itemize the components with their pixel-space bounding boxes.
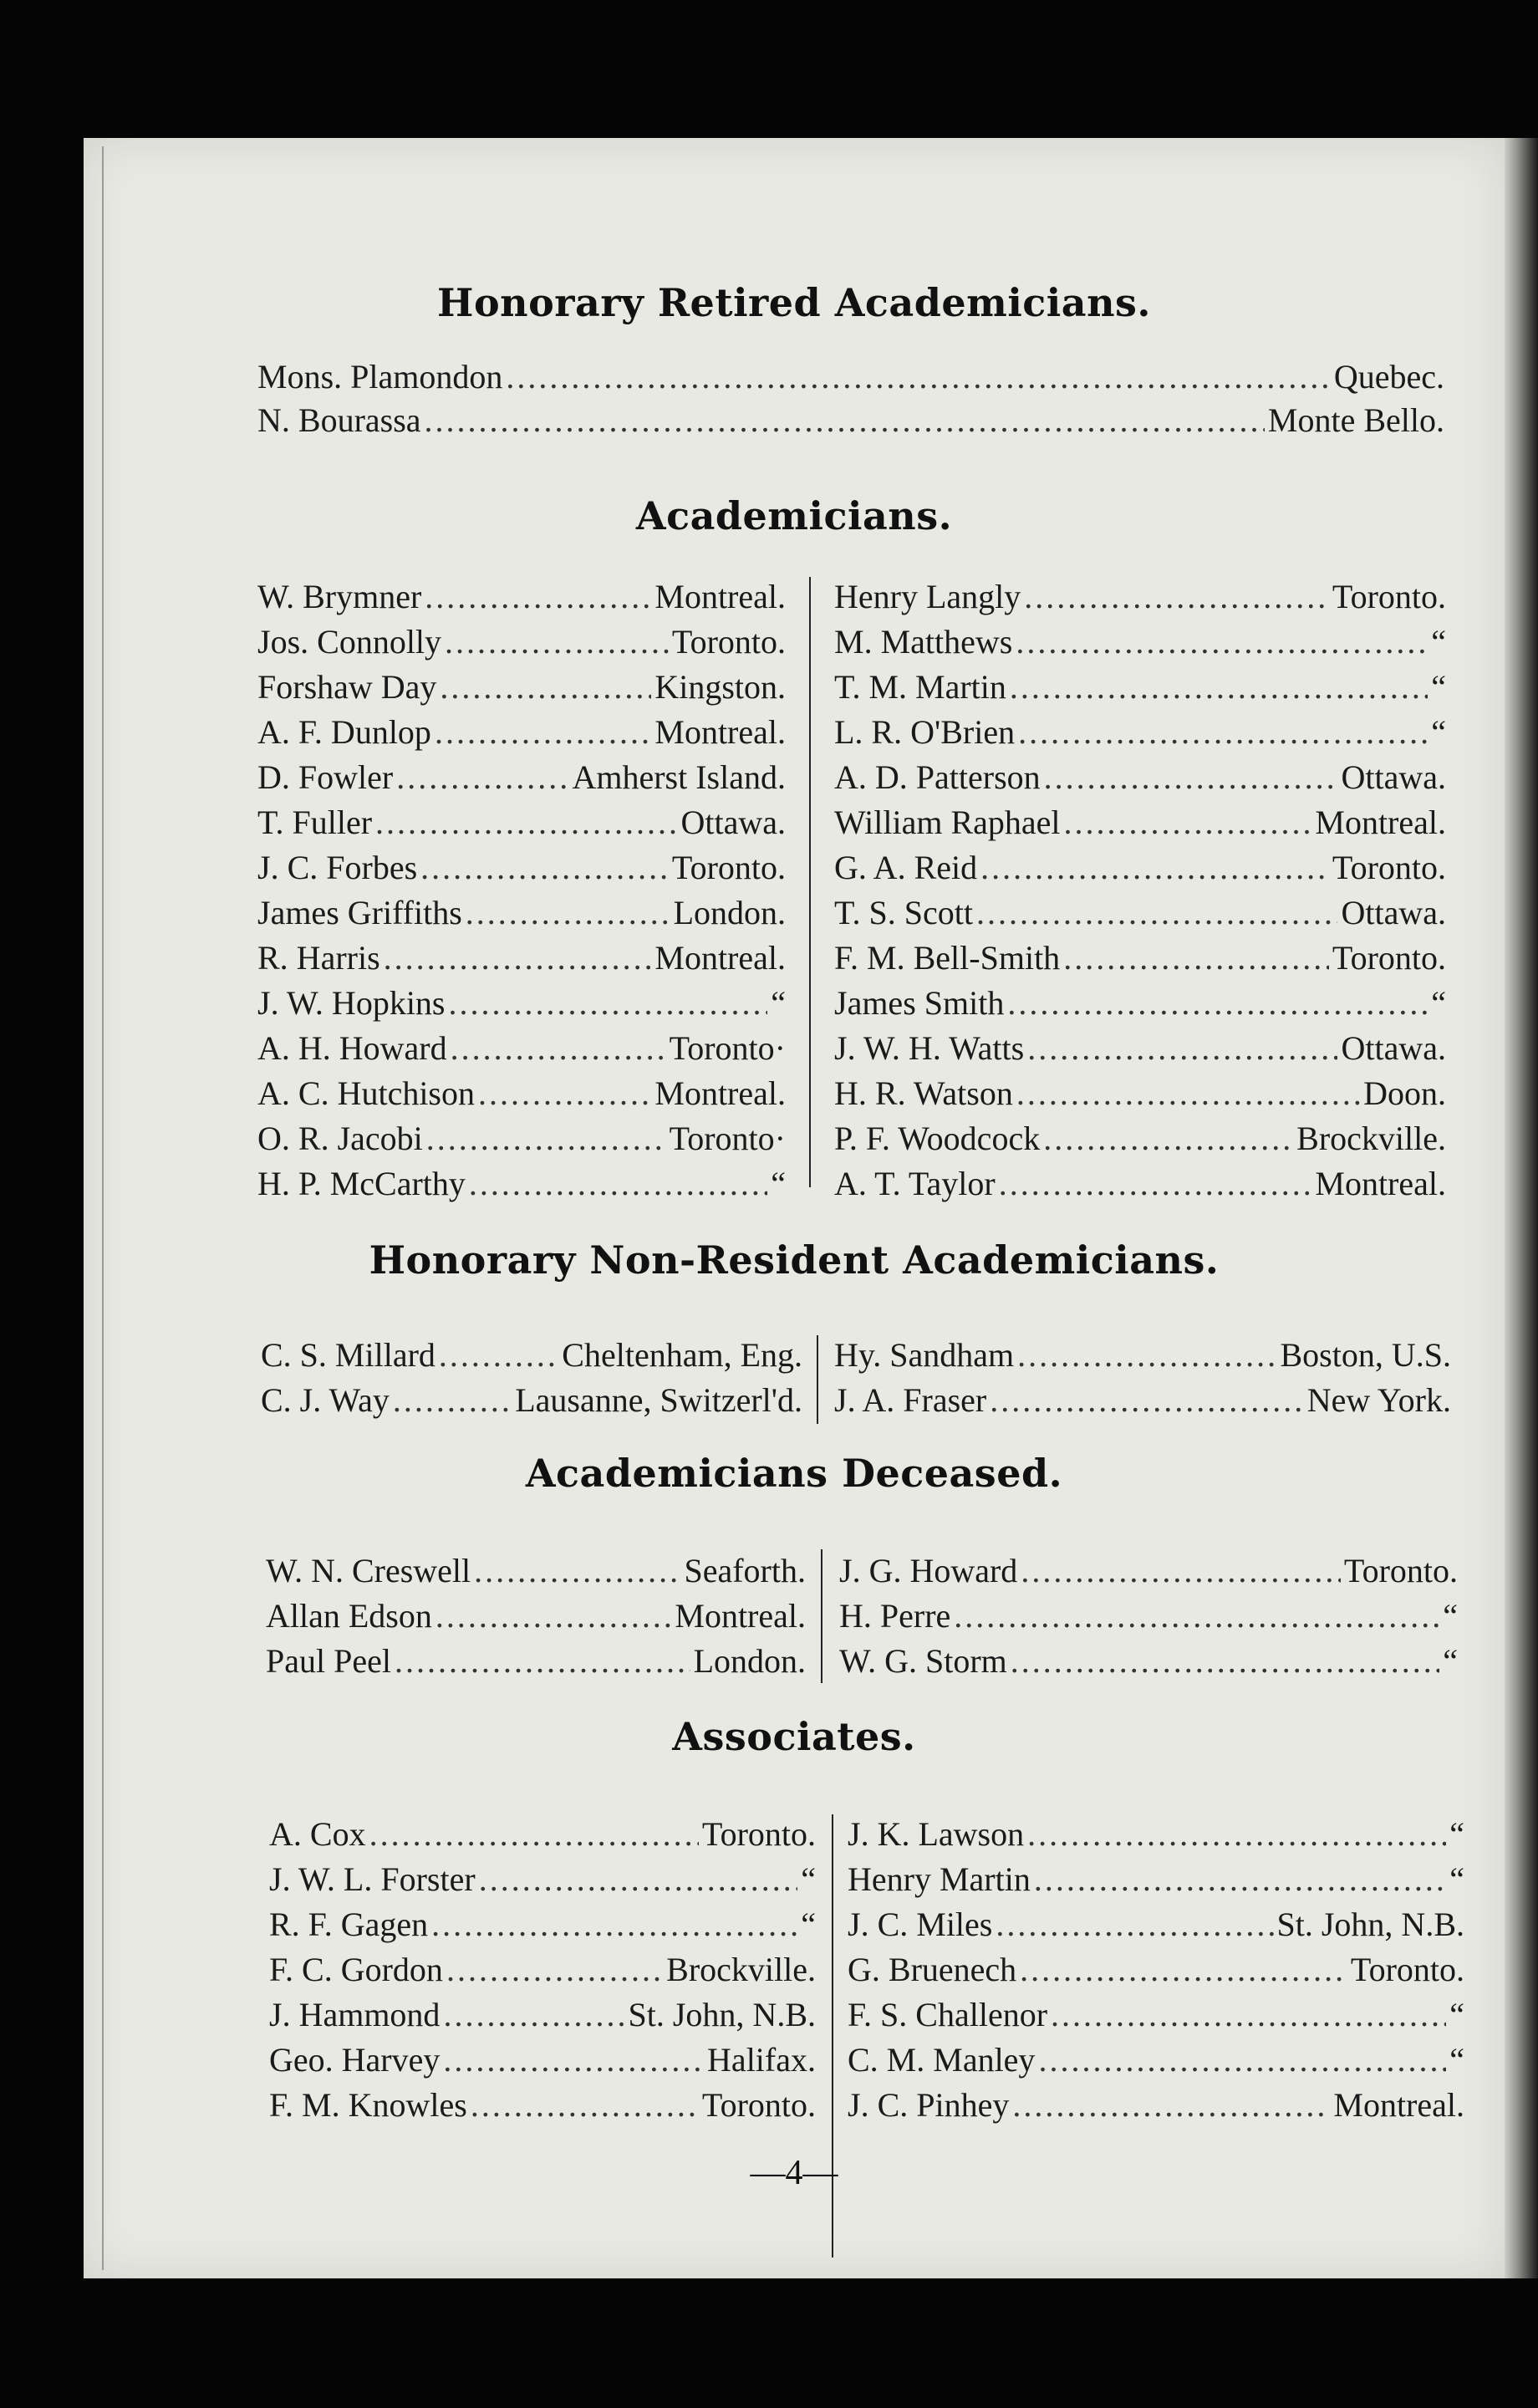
dot-leader	[990, 1380, 1304, 1420]
entry-row	[269, 1814, 816, 1856]
dot-leader	[1034, 1860, 1446, 1899]
entry-name: C. M. Manley	[848, 2041, 1036, 2079]
entry-name: Allan Edson	[266, 1597, 432, 1635]
entry-row	[834, 803, 1446, 844]
entry-row	[834, 758, 1446, 799]
dot-leader	[435, 1596, 672, 1635]
entry-row	[257, 1164, 786, 1206]
entry-row	[834, 983, 1446, 1025]
entry-name: H. R. Watson	[834, 1074, 1013, 1112]
entry-row	[257, 803, 786, 844]
entry-row	[834, 667, 1446, 709]
entry-place: “	[801, 1905, 816, 1943]
dot-leader	[425, 577, 651, 616]
entry-place: “	[801, 1860, 816, 1898]
entry-name: J. G. Howard	[839, 1552, 1018, 1589]
entry-row	[257, 1028, 786, 1070]
entry-place: Montreal.	[654, 1074, 786, 1112]
entry-row	[848, 1814, 1464, 1856]
dot-leader	[471, 2085, 699, 2125]
entry-place: Ottawa.	[680, 804, 786, 841]
page-edge-shadow	[1505, 138, 1538, 2278]
entry-row	[257, 712, 786, 754]
dot-leader	[478, 1074, 651, 1113]
entry-row	[269, 2085, 816, 2127]
column-divider	[821, 1549, 822, 1683]
entry-name: F. M. Bell-Smith	[834, 939, 1061, 977]
entry-name: James Griffiths	[257, 894, 462, 931]
entry-row	[269, 2040, 816, 2082]
entry-name: T. M. Martin	[834, 668, 1006, 706]
entry-row	[257, 622, 786, 664]
entry-place: Toronto.	[1332, 578, 1446, 615]
dot-leader	[1063, 938, 1329, 977]
dot-leader	[445, 622, 669, 661]
entry-place: Toronto.	[671, 849, 786, 886]
entry-name: Hy. Sandham	[834, 1336, 1015, 1374]
dot-leader	[431, 1905, 797, 1944]
entry-place: Seaforth.	[684, 1552, 806, 1589]
entry-name: G. Bruenech	[848, 1951, 1017, 1988]
dot-leader	[954, 1596, 1439, 1635]
entry-place: “	[771, 1165, 786, 1202]
entry-name: F. C. Gordon	[269, 1951, 443, 1988]
dot-leader	[1024, 577, 1329, 616]
entry-row	[834, 1028, 1446, 1070]
entry-row	[848, 2040, 1464, 2082]
entry-row	[834, 893, 1446, 935]
dot-leader	[425, 400, 1265, 440]
entry-row	[257, 848, 786, 890]
entry-name: R. F. Gagen	[269, 1905, 429, 1943]
dot-leader	[1017, 1335, 1276, 1375]
entry-name: C. S. Millard	[261, 1336, 435, 1374]
entry-name: Mons. Plamondon	[257, 358, 503, 395]
entry-place: “	[1443, 1597, 1458, 1635]
entry-place: Montreal.	[654, 578, 786, 615]
entry-row	[834, 622, 1446, 664]
entry-name: William Raphael	[834, 804, 1061, 841]
entry-place: Toronto.	[1332, 939, 1446, 977]
entry-row	[848, 1995, 1464, 2037]
entry-place: Doon.	[1363, 1074, 1446, 1112]
entry-row	[257, 577, 786, 619]
entry-row	[848, 1905, 1464, 1946]
entry-row	[257, 357, 1444, 399]
entry-place: Cheltenham, Eng.	[562, 1336, 802, 1374]
entry-name: J. C. Forbes	[257, 849, 418, 886]
entry-place: “	[771, 984, 786, 1022]
entry-name: J. K. Lawson	[848, 1815, 1025, 1853]
entry-place: Monte Bello.	[1267, 401, 1444, 439]
dot-leader	[1064, 803, 1312, 842]
entry-place: “	[1449, 1815, 1464, 1853]
document-page	[84, 138, 1505, 2278]
entry-place: Montreal.	[675, 1597, 806, 1635]
entry-name: Henry Langly	[834, 578, 1021, 615]
entry-place: “	[1443, 1642, 1458, 1680]
entry-name: A. C. Hutchison	[257, 1074, 475, 1112]
entry-place: St. John, N.B.	[628, 1996, 816, 2033]
entry-place: Brockville.	[666, 1951, 816, 1988]
dot-leader	[449, 983, 768, 1023]
section-heading-associates: Associates.	[672, 1714, 916, 1759]
entry-place: Toronto.	[701, 1815, 816, 1853]
dot-leader	[420, 848, 669, 887]
entry-name: W. N. Creswell	[266, 1552, 471, 1589]
dot-leader	[446, 1950, 663, 1989]
entry-place: Ottawa.	[1341, 1029, 1446, 1067]
section-heading-honorary-retired: Honorary Retired Academicians.	[437, 280, 1151, 325]
dot-leader	[369, 1814, 699, 1854]
entry-row	[839, 1596, 1458, 1638]
entry-row	[834, 1119, 1446, 1161]
entry-row	[834, 1164, 1446, 1206]
entry-row	[834, 1335, 1451, 1377]
dot-leader	[474, 1551, 680, 1590]
dot-leader	[1018, 712, 1428, 752]
dot-leader	[396, 758, 568, 797]
dot-leader	[440, 667, 651, 707]
dot-leader	[1012, 2085, 1330, 2125]
entry-place: Toronto.	[701, 2086, 816, 2124]
entry-place: Lausanne, Switzerl'd.	[515, 1381, 802, 1419]
entry-name: G. A. Reid	[834, 849, 978, 886]
dot-leader	[1011, 1641, 1439, 1681]
entry-place: “	[1449, 1860, 1464, 1898]
dot-leader	[1043, 1119, 1293, 1158]
entry-row	[257, 758, 786, 799]
entry-place: “	[1449, 2041, 1464, 2079]
entry-row	[839, 1641, 1458, 1683]
dot-leader	[999, 1164, 1312, 1203]
dot-leader	[1021, 1551, 1341, 1590]
entry-name: Paul Peel	[266, 1642, 391, 1680]
entry-place: Toronto.	[1332, 849, 1446, 886]
entry-row	[257, 938, 786, 980]
entry-name: J. W. L. Forster	[269, 1860, 476, 1898]
entry-place: Toronto·	[669, 1120, 786, 1157]
entry-name: P. F. Woodcock	[834, 1120, 1041, 1157]
entry-row	[257, 983, 786, 1025]
section-heading-academicians: Academicians.	[635, 493, 953, 538]
entry-place: Toronto.	[1350, 1951, 1464, 1988]
entry-place: Boston, U.S.	[1280, 1336, 1451, 1374]
entry-row	[257, 893, 786, 935]
dot-leader	[451, 1028, 666, 1068]
entry-place: Halifax.	[707, 2041, 816, 2079]
entry-name: H. Perre	[839, 1597, 951, 1635]
entry-place: Amherst Island.	[572, 758, 786, 796]
entry-name: Henry Martin	[848, 1860, 1031, 1898]
entry-name: L. R. O'Brien	[834, 713, 1016, 751]
entry-row	[269, 1905, 816, 1946]
entry-row	[266, 1641, 806, 1683]
entry-name: A. D. Patterson	[834, 758, 1041, 796]
entry-place: Montreal.	[654, 939, 786, 977]
entry-place: London.	[693, 1642, 806, 1680]
dot-leader	[395, 1641, 690, 1681]
entry-row	[834, 1074, 1446, 1115]
entry-row	[269, 1950, 816, 1992]
entry-row	[261, 1335, 802, 1377]
dot-leader	[443, 2040, 704, 2079]
dot-leader	[439, 1335, 558, 1375]
entry-name: D. Fowler	[257, 758, 394, 796]
entry-name: O. R. Jacobi	[257, 1120, 423, 1157]
entry-name: Jos. Connolly	[257, 623, 442, 661]
entry-place: Toronto.	[1343, 1552, 1458, 1589]
entry-row	[839, 1551, 1458, 1593]
entry-name: J. A. Fraser	[834, 1381, 987, 1419]
entry-place: “	[1431, 668, 1446, 706]
entry-place: Montreal.	[1333, 2086, 1464, 2124]
entry-place: “	[1431, 623, 1446, 661]
entry-row	[848, 1860, 1464, 1901]
entry-name: Geo. Harvey	[269, 2041, 441, 2079]
entry-row	[269, 1995, 816, 2037]
entry-row	[269, 1860, 816, 1901]
dot-leader	[393, 1380, 512, 1420]
entry-name: A. T. Taylor	[834, 1165, 996, 1202]
dot-leader	[426, 1119, 666, 1158]
dot-leader	[980, 848, 1329, 887]
dot-leader	[1038, 2040, 1446, 2079]
entry-row	[257, 667, 786, 709]
entry-name: A. H. Howard	[257, 1029, 447, 1067]
entry-name: T. S. Scott	[834, 894, 973, 931]
entry-name: W. G. Storm	[839, 1642, 1007, 1680]
dot-leader	[375, 803, 677, 842]
entry-row	[257, 1119, 786, 1161]
entry-name: H. P. McCarthy	[257, 1165, 466, 1202]
entry-name: F. S. Challenor	[848, 1996, 1048, 2033]
entry-row	[834, 1380, 1451, 1422]
entry-place: New York.	[1306, 1381, 1451, 1419]
entry-place: London.	[673, 894, 786, 931]
entry-place: St. John, N.B.	[1276, 1905, 1464, 1943]
entry-name: J. Hammond	[269, 1996, 441, 2033]
entry-name: J. W. H. Watts	[834, 1029, 1025, 1067]
entry-place: Ottawa.	[1341, 894, 1446, 931]
dot-leader	[384, 938, 652, 977]
entry-place: “	[1449, 1996, 1464, 2033]
entry-place: Montreal.	[1315, 1165, 1446, 1202]
entry-row	[261, 1380, 802, 1422]
entry-row	[834, 938, 1446, 980]
entry-row	[848, 1950, 1464, 1992]
dot-leader	[443, 1995, 624, 2034]
entry-row	[834, 848, 1446, 890]
section-heading-deceased: Academicians Deceased.	[525, 1451, 1063, 1496]
dot-leader	[506, 357, 1330, 396]
page-number: —4—	[750, 2154, 838, 2192]
dot-leader	[1016, 622, 1428, 661]
entry-place: “	[1431, 713, 1446, 751]
entry-place: Quebec.	[1333, 358, 1444, 395]
entry-name: James Smith	[834, 984, 1005, 1022]
entry-place: Toronto·	[669, 1029, 786, 1067]
entry-name: F. M. Knowles	[269, 2086, 467, 2124]
entry-place: Montreal.	[1315, 804, 1446, 841]
entry-row	[848, 2085, 1464, 2127]
entry-row	[266, 1596, 806, 1638]
entry-row	[266, 1551, 806, 1593]
dot-leader	[996, 1905, 1273, 1944]
column-divider	[817, 1335, 818, 1424]
dot-leader	[1044, 758, 1338, 797]
entry-place: “	[1431, 984, 1446, 1022]
dot-leader	[1027, 1028, 1337, 1068]
dot-leader	[469, 1164, 767, 1203]
entry-place: Ottawa.	[1341, 758, 1446, 796]
dot-leader	[466, 893, 670, 932]
entry-name: J. C. Miles	[848, 1905, 993, 1943]
entry-name: A. Cox	[269, 1815, 366, 1853]
entry-place: Montreal.	[654, 713, 786, 751]
entry-place: Brockville.	[1296, 1120, 1446, 1157]
dot-leader	[479, 1860, 798, 1899]
entry-name: A. F. Dunlop	[257, 713, 431, 751]
entry-name: M. Matthews	[834, 623, 1013, 661]
entry-name: J. C. Pinhey	[848, 2086, 1010, 2124]
column-divider	[809, 577, 811, 1187]
dot-leader	[1007, 983, 1428, 1023]
entry-name: T. Fuller	[257, 804, 373, 841]
dot-leader	[976, 893, 1338, 932]
entry-row	[257, 400, 1444, 442]
entry-row	[834, 577, 1446, 619]
dot-leader	[1016, 1074, 1360, 1113]
entry-name: Forshaw Day	[257, 668, 437, 706]
entry-name: C. J. Way	[261, 1381, 390, 1419]
entry-place: Toronto.	[671, 623, 786, 661]
entry-name: N. Bourassa	[257, 401, 421, 439]
dot-leader	[1020, 1950, 1347, 1989]
entry-name: J. W. Hopkins	[257, 984, 446, 1022]
dot-leader	[435, 712, 651, 752]
dot-leader	[1010, 667, 1428, 707]
entry-name: R. Harris	[257, 939, 380, 977]
entry-place: Kingston.	[654, 668, 786, 706]
entry-row	[257, 1074, 786, 1115]
entry-name: W. Brymner	[257, 578, 422, 615]
section-heading-honorary-non-resident: Honorary Non-Resident Academicians.	[369, 1237, 1220, 1283]
dot-leader	[1051, 1995, 1446, 2034]
entry-row	[834, 712, 1446, 754]
dot-leader	[1027, 1814, 1446, 1854]
